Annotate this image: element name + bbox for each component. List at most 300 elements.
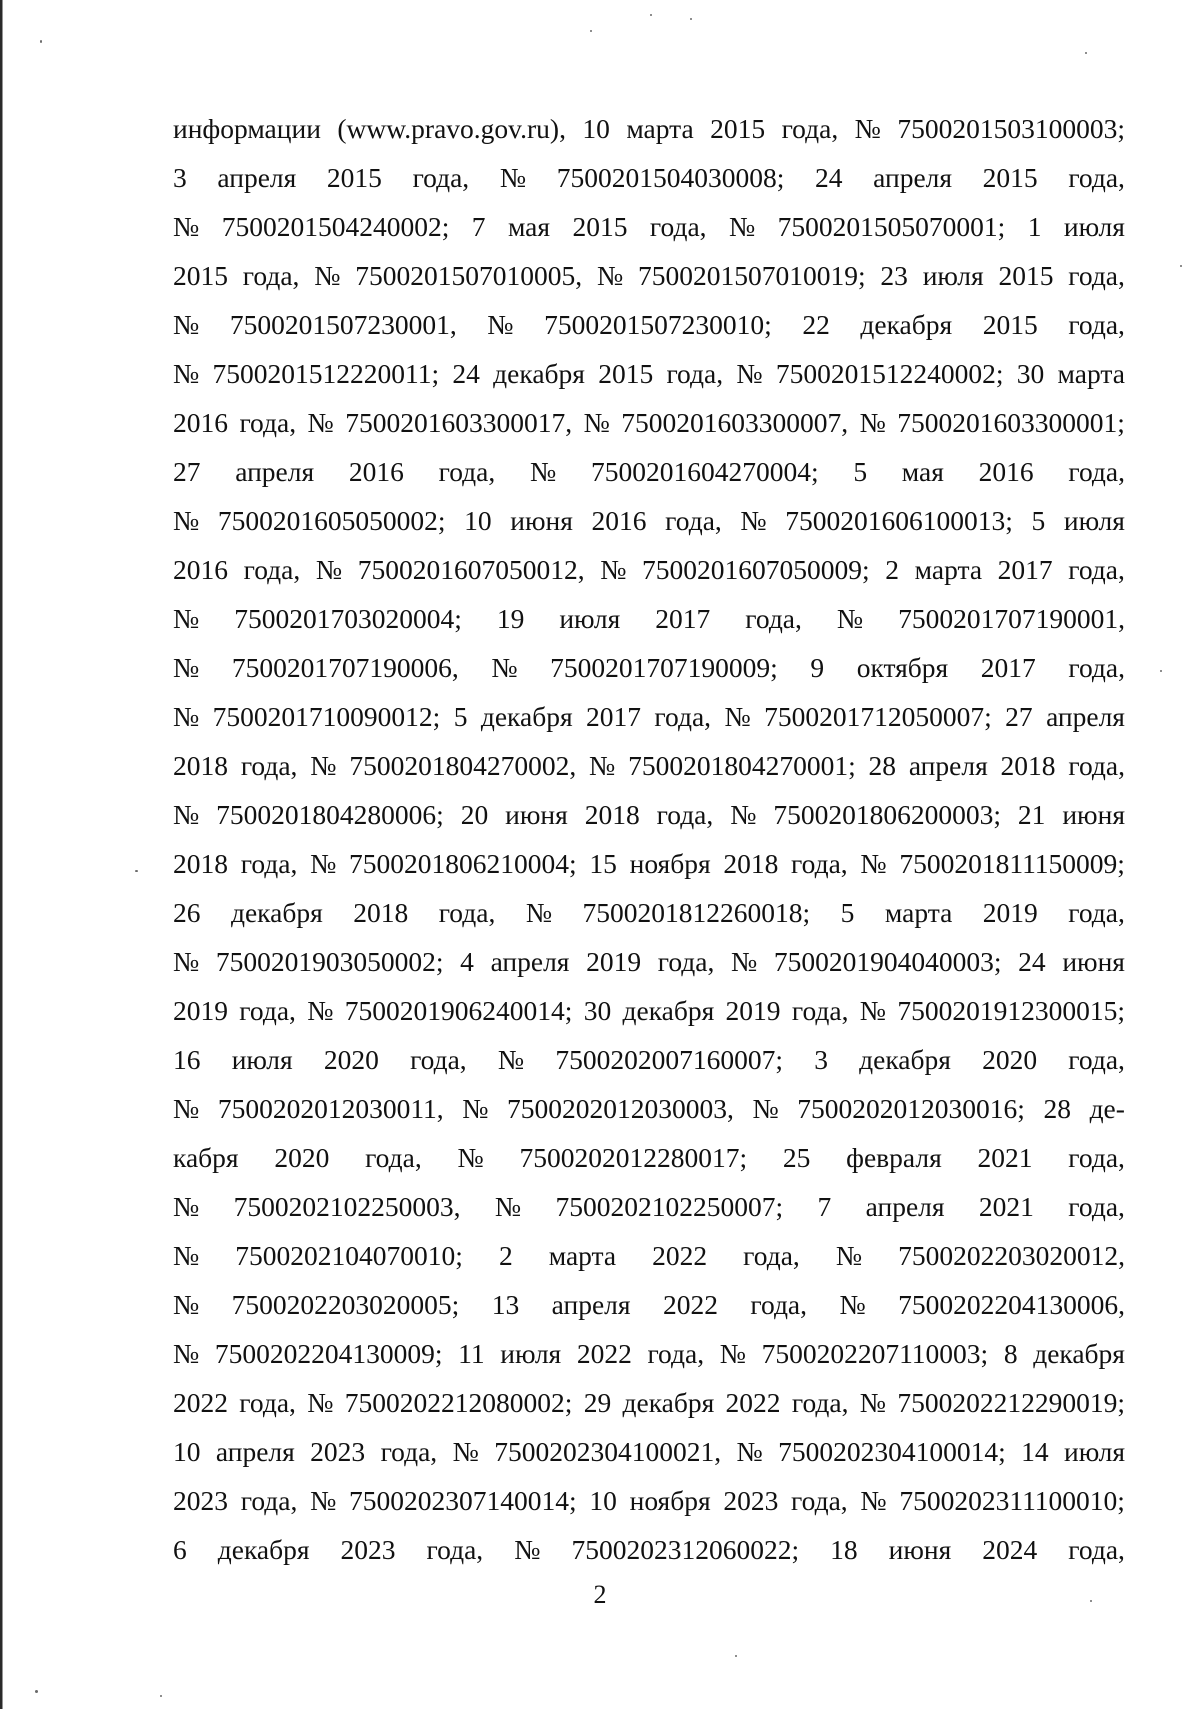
word: 5 xyxy=(1031,505,1046,536)
word: 7500201707190001, xyxy=(898,603,1125,634)
scan-speck xyxy=(160,1695,162,1697)
word: 5 xyxy=(853,456,868,487)
word: июня xyxy=(505,799,568,830)
word: 7500201606100013; xyxy=(785,505,1013,536)
word: 13 xyxy=(491,1289,520,1320)
word: апреля xyxy=(551,1289,631,1320)
word: года, xyxy=(410,1044,467,1075)
word: 7500202304100014; xyxy=(778,1436,1006,1467)
text-line xyxy=(173,202,1125,251)
word: № xyxy=(854,113,881,144)
text-line xyxy=(173,496,1125,545)
word: № xyxy=(307,1387,334,1418)
word: 7500201812260018; xyxy=(582,897,811,928)
word: 10 xyxy=(464,505,492,536)
word: 24 xyxy=(452,358,480,389)
word: 7500201512240002; xyxy=(775,358,1004,389)
word: № xyxy=(860,1485,887,1516)
word: июля xyxy=(1063,211,1125,242)
word: 7500201710090012; xyxy=(212,701,441,732)
word: 2022 xyxy=(173,1387,228,1418)
word: года, xyxy=(240,848,298,879)
word: № xyxy=(173,799,200,830)
word: 14 xyxy=(1021,1436,1049,1467)
text-line xyxy=(173,1378,1125,1427)
scan-speck xyxy=(650,14,652,16)
word: № xyxy=(494,1191,522,1222)
word: № xyxy=(497,1044,525,1075)
word: № xyxy=(583,407,610,438)
word: года, xyxy=(438,456,496,487)
word: № xyxy=(173,505,200,536)
word: июля xyxy=(922,260,984,291)
word: 7500202102250003, xyxy=(233,1191,461,1222)
word: 28 xyxy=(868,750,897,781)
word: № xyxy=(752,1093,779,1124)
word: 7500201605050002; xyxy=(217,505,446,536)
word: 25 xyxy=(782,1142,811,1173)
word: июля xyxy=(1063,505,1125,536)
word: 29 xyxy=(583,1387,612,1418)
text-line xyxy=(173,839,1125,888)
word: 2021 xyxy=(977,1142,1033,1173)
word: № xyxy=(596,260,624,291)
word: № xyxy=(310,750,337,781)
word: июня xyxy=(888,1534,952,1565)
word: года, xyxy=(791,1485,848,1516)
word: № xyxy=(859,1387,887,1418)
text-line xyxy=(173,1084,1125,1133)
word: 7500201507230001, xyxy=(229,309,457,340)
word: 18 xyxy=(830,1534,858,1565)
word: года, xyxy=(1068,1534,1125,1565)
word: № xyxy=(173,1191,200,1222)
word: 7500202207110003; xyxy=(761,1338,989,1369)
word: № xyxy=(310,848,337,879)
word: 2 xyxy=(885,554,900,585)
word: 2020 xyxy=(323,1044,379,1075)
word: 2022 xyxy=(725,1387,781,1418)
word: 2016 xyxy=(173,554,228,585)
word: года, xyxy=(438,897,496,928)
word: 5 xyxy=(840,897,855,928)
word: 6 xyxy=(173,1534,187,1565)
word: марта xyxy=(626,113,694,144)
word: № xyxy=(173,1093,200,1124)
word: 2019 xyxy=(173,995,228,1026)
text-line xyxy=(173,986,1125,1035)
word: 7500202304100021, xyxy=(494,1436,722,1467)
word: июня xyxy=(1062,946,1125,977)
word: апреля xyxy=(217,162,297,193)
word: мая xyxy=(507,211,551,242)
word: 7500201906240014; xyxy=(344,995,573,1026)
word: 2023 xyxy=(340,1534,396,1565)
word: № xyxy=(600,554,627,585)
word: № xyxy=(730,799,757,830)
word: № xyxy=(310,1485,337,1516)
word: № xyxy=(457,1142,484,1173)
word: 7500201707190009; xyxy=(550,652,778,683)
word: апреля xyxy=(235,456,315,487)
word: 2023 xyxy=(173,1485,228,1516)
text-line xyxy=(173,251,1125,300)
word: 16 xyxy=(173,1044,201,1075)
word: года, xyxy=(240,750,298,781)
document-body-text xyxy=(173,104,1125,1574)
word: года, xyxy=(1068,260,1125,291)
word: 7500201903050002; xyxy=(215,946,444,977)
word: № xyxy=(839,1289,866,1320)
word: 3 xyxy=(814,1044,828,1075)
word: 3 xyxy=(173,162,187,193)
word: марта xyxy=(884,897,953,928)
word: № xyxy=(307,407,334,438)
word: июля xyxy=(231,1044,293,1075)
word: года, xyxy=(242,260,300,291)
word: 7500201607050012, xyxy=(357,554,585,585)
word: № xyxy=(307,995,334,1026)
word: года, xyxy=(380,1436,438,1467)
word: информации xyxy=(173,113,321,144)
word: года, xyxy=(745,603,802,634)
word: 2015 xyxy=(710,113,766,144)
word: 7500202204130006, xyxy=(898,1289,1125,1320)
text-line xyxy=(173,937,1125,986)
word: года, xyxy=(365,1142,422,1173)
word: 7500202012030011, xyxy=(217,1093,444,1124)
word: 2015 xyxy=(998,260,1054,291)
word: года, xyxy=(1068,309,1125,340)
word: 7500201512220011; xyxy=(212,358,440,389)
word: № xyxy=(491,652,518,683)
text-line xyxy=(173,790,1125,839)
word: апреля xyxy=(865,1191,945,1222)
word: года, xyxy=(743,1240,800,1271)
word: 2015 xyxy=(598,358,654,389)
word: № xyxy=(514,1534,541,1565)
word: № xyxy=(736,358,763,389)
word: 27 xyxy=(1005,701,1033,732)
word: июня xyxy=(510,505,573,536)
word: 2022 xyxy=(576,1338,632,1369)
word: 2019 xyxy=(725,995,781,1026)
word: июля xyxy=(559,603,621,634)
word: № xyxy=(736,1436,763,1467)
word: 7500201806200003; xyxy=(773,799,1001,830)
word: года, xyxy=(239,995,296,1026)
word: года, xyxy=(1068,162,1125,193)
word: декабря xyxy=(622,995,715,1026)
text-line xyxy=(173,1182,1125,1231)
word: № xyxy=(529,456,557,487)
text-line xyxy=(173,398,1125,447)
text-line xyxy=(173,153,1125,202)
word: июля xyxy=(500,1338,562,1369)
word: 2024 xyxy=(982,1534,1038,1565)
word: апреля xyxy=(1046,701,1125,732)
word: 10 xyxy=(173,1436,201,1467)
word: № xyxy=(487,309,514,340)
word: 24 xyxy=(1018,946,1046,977)
text-line xyxy=(173,545,1125,594)
word: апреля xyxy=(873,162,953,193)
word: 2015 xyxy=(173,260,228,291)
word: 2015 xyxy=(326,162,382,193)
text-line xyxy=(173,1133,1125,1182)
word: № xyxy=(452,1436,479,1467)
word: 2017 xyxy=(586,701,642,732)
word: 7500202007160007; xyxy=(555,1044,783,1075)
word: года, xyxy=(426,1534,484,1565)
scan-speck xyxy=(1090,1600,1092,1602)
word: года, xyxy=(750,1289,808,1320)
word: № xyxy=(173,652,200,683)
word: 27 xyxy=(173,456,201,487)
scan-left-edge xyxy=(0,0,4,1709)
text-line xyxy=(173,447,1125,496)
word: 2016 xyxy=(348,456,404,487)
scan-speck xyxy=(1180,265,1182,267)
word: 2021 xyxy=(978,1191,1034,1222)
word: 2018 xyxy=(723,848,779,879)
word: 2018 xyxy=(173,848,228,879)
word: 2015 xyxy=(572,211,628,242)
text-line xyxy=(173,1476,1125,1525)
word: декабря xyxy=(860,309,953,340)
word: ноября xyxy=(629,1485,711,1516)
word: декабря xyxy=(480,701,573,732)
word: года, xyxy=(1068,456,1125,487)
word: 2018 xyxy=(353,897,409,928)
word: февраля xyxy=(846,1142,942,1173)
word: № xyxy=(173,1289,200,1320)
word: 28 xyxy=(1043,1093,1071,1124)
word: года, xyxy=(656,799,714,830)
word: 7500201712050007; xyxy=(764,701,992,732)
word: 26 xyxy=(173,897,201,928)
word: года, xyxy=(1068,652,1125,683)
word: 7 xyxy=(471,211,486,242)
word: марта xyxy=(548,1240,617,1271)
word: 10 xyxy=(582,113,610,144)
word: года, xyxy=(1068,1191,1125,1222)
word: 7500201604270004; xyxy=(590,456,819,487)
word: года, xyxy=(665,505,722,536)
word: 7500201504030008; xyxy=(556,162,785,193)
scan-speck xyxy=(690,18,692,20)
word: 30 xyxy=(1016,358,1045,389)
word: 7500201504240002; xyxy=(221,211,450,242)
word: № xyxy=(589,750,616,781)
word: года, xyxy=(791,1387,849,1418)
word: 19 xyxy=(496,603,525,634)
word: 7500202104070010; xyxy=(235,1240,463,1271)
word: 2018 xyxy=(1000,750,1056,781)
word: № xyxy=(173,946,200,977)
word: декабря xyxy=(217,1534,310,1565)
word: 7500201507010005, xyxy=(355,260,583,291)
word: № xyxy=(835,1240,863,1271)
text-line xyxy=(173,104,1125,153)
word: 7500201912300015; xyxy=(897,995,1125,1026)
word: 2017 xyxy=(997,554,1053,585)
word: 7500201603300017, xyxy=(345,407,573,438)
word: 2015 xyxy=(982,162,1038,193)
word: 7500201806210004; xyxy=(349,848,577,879)
word: № xyxy=(836,603,864,634)
word: 7500201503100003; xyxy=(897,113,1125,144)
word: 2017 xyxy=(655,603,711,634)
word: 7500202012030016; xyxy=(797,1093,1025,1124)
word: декабря xyxy=(1033,1338,1125,1369)
word: № xyxy=(173,358,200,389)
word: года, xyxy=(1068,1142,1125,1173)
word: № xyxy=(173,211,200,242)
word: 2023 xyxy=(310,1436,366,1467)
word: 7500201804270001; xyxy=(628,750,856,781)
word: 10 xyxy=(589,1485,617,1516)
word: года, xyxy=(654,701,712,732)
scan-speck xyxy=(735,1655,737,1657)
word: года, xyxy=(791,995,849,1026)
scan-speck xyxy=(1085,52,1087,54)
word: 11 xyxy=(458,1338,485,1369)
word: года, xyxy=(781,113,839,144)
word: 2023 xyxy=(723,1485,779,1516)
word: 2020 xyxy=(274,1142,330,1173)
word: марта xyxy=(914,554,983,585)
word: 7500201804270002, xyxy=(349,750,577,781)
word: 22 xyxy=(802,309,830,340)
word: апреля xyxy=(490,946,570,977)
text-line xyxy=(173,594,1125,643)
word: года, xyxy=(240,1485,298,1516)
word: 2020 xyxy=(982,1044,1038,1075)
text-line xyxy=(173,1427,1125,1476)
word: 20 xyxy=(460,799,489,830)
word: года, xyxy=(649,211,707,242)
word: № xyxy=(731,946,758,977)
text-line xyxy=(173,1280,1125,1329)
word: № xyxy=(740,505,767,536)
word: 2018 xyxy=(584,799,640,830)
word: 2019 xyxy=(982,897,1038,928)
word: (www.pravo.gov.ru), xyxy=(337,113,566,144)
word: де- xyxy=(1089,1093,1125,1124)
word: года, xyxy=(1068,554,1125,585)
word: года, xyxy=(239,1387,296,1418)
word: 7500202102250007; xyxy=(555,1191,784,1222)
word: 7500202203020005; xyxy=(231,1289,460,1320)
word: 7500201505070001; xyxy=(777,211,1006,242)
word: 7500201707190006, xyxy=(231,652,459,683)
word: октября xyxy=(856,652,949,683)
word: года, xyxy=(657,946,715,977)
text-line xyxy=(173,1525,1125,1574)
word: декабря xyxy=(493,358,585,389)
word: 2016 xyxy=(978,456,1034,487)
word: 7500202012030003, xyxy=(507,1093,734,1124)
word: июня xyxy=(1062,799,1125,830)
text-line xyxy=(173,1231,1125,1280)
scan-speck xyxy=(40,40,42,43)
word: № xyxy=(173,1240,200,1271)
word: года, xyxy=(1068,897,1125,928)
text-line xyxy=(173,888,1125,937)
word: июля xyxy=(1064,1436,1125,1467)
text-line xyxy=(173,643,1125,692)
scan-speck xyxy=(590,30,592,32)
word: 7500201703020004; xyxy=(234,603,462,634)
word: № xyxy=(499,162,527,193)
word: № xyxy=(315,554,343,585)
word: 7500201603300007, xyxy=(621,407,849,438)
word: 21 xyxy=(1017,799,1046,830)
word: 2016 xyxy=(173,407,228,438)
text-line xyxy=(173,692,1125,741)
word: 7500202212080002; xyxy=(344,1387,573,1418)
word: 7500201811150009; xyxy=(899,848,1125,879)
word: № xyxy=(859,995,887,1026)
word: года, xyxy=(647,1338,705,1369)
word: № xyxy=(173,701,200,732)
word: № xyxy=(173,603,200,634)
word: № xyxy=(860,848,887,879)
word: 7500201904040003; xyxy=(773,946,1002,977)
word: 2016 xyxy=(591,505,647,536)
word: 2018 xyxy=(173,750,228,781)
word: 7500202212290019; xyxy=(897,1387,1125,1418)
word: 7500202312060022; xyxy=(571,1534,800,1565)
word: № xyxy=(719,1338,746,1369)
word: 7500201607050009; xyxy=(642,554,870,585)
word: 7500201507230010; xyxy=(544,309,772,340)
word: № xyxy=(173,309,200,340)
word: № xyxy=(173,1338,200,1369)
word: 2015 xyxy=(982,309,1038,340)
text-line xyxy=(173,349,1125,398)
word: 15 xyxy=(589,848,617,879)
word: 2 xyxy=(498,1240,513,1271)
word: 7500202012280017; xyxy=(519,1142,748,1173)
word: марта xyxy=(1057,358,1125,389)
word: года, xyxy=(239,407,297,438)
word: 2022 xyxy=(662,1289,718,1320)
word: 8 xyxy=(1003,1338,1018,1369)
word: 1 xyxy=(1027,211,1042,242)
word: года, xyxy=(791,848,848,879)
word: 7500201507010019; xyxy=(637,260,866,291)
word: декабря xyxy=(859,1044,951,1075)
word: 7500201804280006; xyxy=(216,799,444,830)
word: 7500202307140014; xyxy=(349,1485,577,1516)
word: апреля xyxy=(215,1436,295,1467)
text-line xyxy=(173,1329,1125,1378)
word: № xyxy=(462,1093,489,1124)
word: № xyxy=(859,407,886,438)
word: 2019 xyxy=(586,946,642,977)
word: 4 xyxy=(460,946,474,977)
word: 7 xyxy=(817,1191,832,1222)
word: 2017 xyxy=(980,652,1036,683)
word: декабря xyxy=(622,1387,715,1418)
word: 24 xyxy=(815,162,843,193)
scan-speck xyxy=(135,870,138,872)
word: декабря xyxy=(230,897,323,928)
text-line xyxy=(173,300,1125,349)
word: 7500201603300001; xyxy=(897,407,1125,438)
